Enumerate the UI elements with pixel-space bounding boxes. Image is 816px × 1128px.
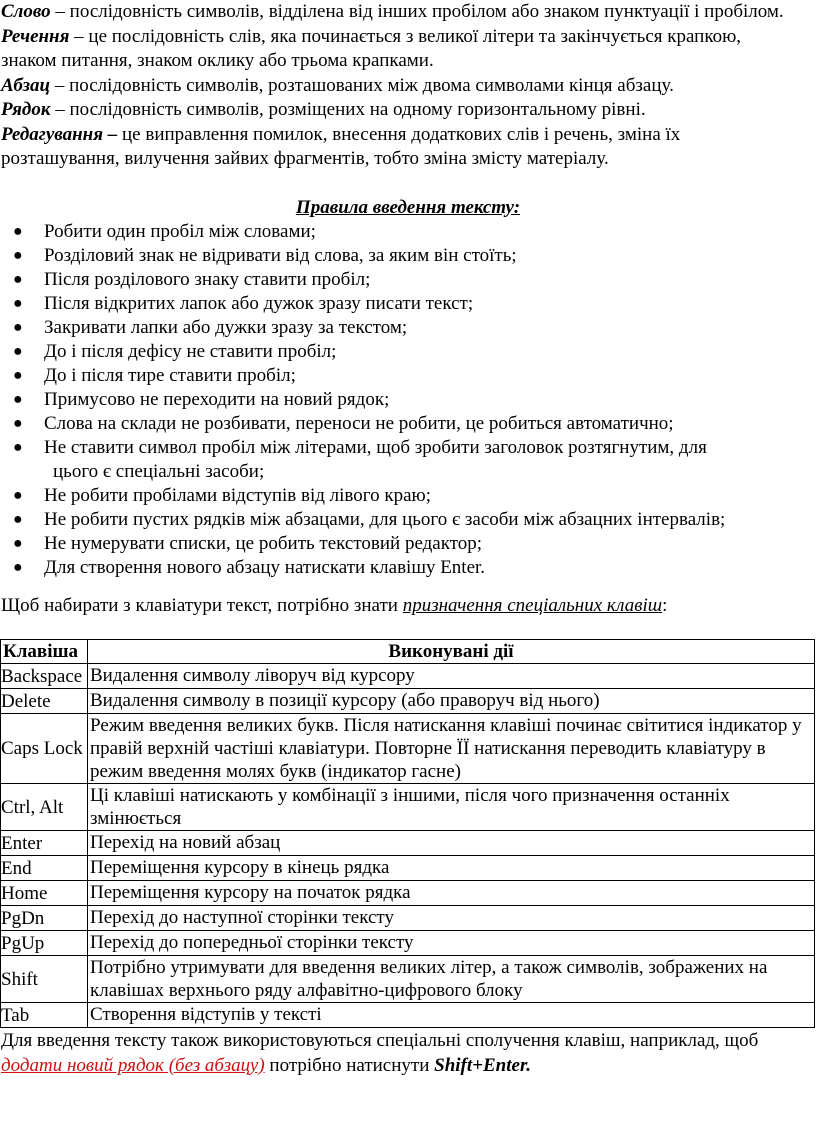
rule-text: Для створення нового абзацу натискати клавішу Enter. bbox=[44, 556, 486, 578]
key-name-cell: PgUp bbox=[1, 930, 88, 955]
table-row bbox=[1, 783, 815, 830]
intro-text: Щоб набирати з клавіатури текст, потрібно знати bbox=[1, 594, 403, 616]
bullet-icon: ● bbox=[13, 534, 23, 552]
term: Рядок bbox=[1, 99, 51, 120]
rule-text: Розділовий знак не відривати від слова, за яким він стоїть; bbox=[44, 244, 517, 266]
bullet-icon: ● bbox=[13, 222, 23, 240]
bullet-icon: ● bbox=[13, 390, 23, 408]
key-name-cell: Ctrl, Alt bbox=[1, 783, 88, 830]
rule-item bbox=[0, 508, 816, 532]
special-keys-table bbox=[0, 639, 815, 1028]
key-action-cell: Перехід на новий абзац bbox=[88, 830, 815, 855]
bullet-icon: ● bbox=[13, 510, 23, 528]
rule-item bbox=[0, 556, 816, 580]
key-name-cell: Tab bbox=[1, 1002, 88, 1027]
definition-text: це послідовність слів, яка починається з великої літери та закінчується крапкою, знаком питання, знаком оклику або трьома крапками. bbox=[1, 25, 742, 71]
footer-paragraph bbox=[0, 1028, 816, 1078]
rule-text: Слова на склади не розбивати, переноси не робити, це робиться автоматично; bbox=[44, 412, 674, 434]
key-action-cell: Видалення символу ліворуч від курсору bbox=[88, 663, 815, 688]
intro-emphasis: призначення спеціальних клавіш bbox=[402, 594, 663, 616]
term: Абзац bbox=[1, 74, 51, 96]
definition-text: послідовність символів, розміщених на одному горизонтальному рівні. bbox=[69, 99, 646, 120]
keys-intro bbox=[0, 594, 816, 618]
rule-text: Після розділового знаку ставити пробіл; bbox=[44, 268, 371, 290]
term: Слово bbox=[1, 1, 51, 22]
header-key: Клавіша bbox=[1, 639, 88, 663]
bullet-icon: ● bbox=[13, 486, 23, 504]
intro-colon: : bbox=[662, 594, 668, 616]
rule-item bbox=[0, 340, 816, 364]
bullet-icon: ● bbox=[13, 366, 23, 384]
term-separator: – bbox=[50, 1, 70, 22]
term-separator: – bbox=[69, 25, 89, 47]
shift-enter-combo: Shift+Enter. bbox=[434, 1054, 532, 1076]
table-row bbox=[1, 880, 815, 905]
table-row bbox=[1, 663, 815, 688]
rule-item bbox=[0, 388, 816, 412]
term-separator: – bbox=[50, 74, 70, 96]
rule-text: Примусово не переходити на новий рядок; bbox=[44, 388, 390, 410]
key-name-cell: Backspace bbox=[1, 663, 88, 688]
key-name-cell: Delete bbox=[1, 688, 88, 713]
table-header-row bbox=[1, 639, 815, 663]
rule-item bbox=[0, 436, 816, 484]
rule-item bbox=[0, 316, 816, 340]
definition-text: послідовність символів, відділена від інших пробілом або знаком пунктуації і пробілом. bbox=[69, 1, 784, 22]
rules-heading: Правила введення тексту: bbox=[295, 196, 521, 218]
key-action-cell: Перехід до попередньої сторінки тексту bbox=[88, 930, 815, 955]
definition-text: послідовність символів, розташованих між двома символами кінця абзацу. bbox=[69, 74, 674, 96]
bullet-icon: ● bbox=[13, 558, 23, 576]
bullet-icon: ● bbox=[13, 342, 23, 360]
rule-text: Не нумерувати списки, це робить текстовий редактор; bbox=[44, 532, 483, 554]
rule-text: Не ставити символ пробіл між літерами, щоб зробити заголовок розтягнутим, для bbox=[44, 436, 707, 458]
rules-list bbox=[0, 220, 816, 580]
key-name-cell: Home bbox=[1, 880, 88, 905]
bullet-icon: ● bbox=[13, 246, 23, 264]
bullet-icon: ● bbox=[13, 438, 23, 456]
key-name-cell: PgDn bbox=[1, 905, 88, 930]
key-action-cell: Видалення символу в позиції курсору (або праворуч від нього) bbox=[88, 688, 815, 713]
rule-item bbox=[0, 412, 816, 436]
table-body bbox=[1, 663, 815, 1027]
key-action-cell: Створення відступів у тексті bbox=[88, 1002, 815, 1027]
definition-text: це виправлення помилок, внесення додаткових слів і речень, зміна їх розташування, вилучення зайвих фрагментів, тобто зміна змісту матеріалу. bbox=[1, 123, 681, 169]
rule-item bbox=[0, 364, 816, 388]
rule-text: Робити один пробіл між словами; bbox=[44, 220, 316, 242]
definition-word bbox=[1, 0, 801, 25]
key-name-cell: Enter bbox=[1, 830, 88, 855]
rule-item bbox=[0, 220, 816, 244]
key-name-cell: End bbox=[1, 855, 88, 880]
term-separator: – bbox=[50, 99, 70, 120]
new-line-link[interactable]: додати новий рядок (без абзацу) bbox=[1, 1054, 265, 1076]
table-row bbox=[1, 905, 815, 930]
definitions-block bbox=[0, 0, 801, 172]
definition-paragraph bbox=[1, 74, 801, 99]
key-action-cell: Ці клавіші натискають у комбінації з іншими, після чого призначення останніх змінюється bbox=[88, 783, 815, 830]
header-action: Виконувані дії bbox=[88, 639, 815, 663]
rule-text: Закривати лапки або дужки зразу за текстом; bbox=[44, 316, 408, 338]
rule-item bbox=[0, 244, 816, 268]
key-action-cell: Переміщення курсору в кінець рядка bbox=[88, 855, 815, 880]
key-action-cell: Режим введення великих букв. Після натискання клавіші починає світитися індикатор у правій верхній частіші клавіатури. Повторне ЇЇ натискання переводить клавіатуру в режим введення молях букв (індикатор гасне) bbox=[88, 713, 815, 783]
rule-text: Не робити пробілами відступів від лівого краю; bbox=[44, 484, 431, 506]
rule-item bbox=[0, 532, 816, 556]
key-name-cell: Shift bbox=[1, 955, 88, 1002]
footer-text: Для введення тексту також використовуються спеціальні сполучення клавіш, наприклад, щоб bbox=[1, 1029, 759, 1051]
table-row bbox=[1, 1002, 815, 1027]
rule-text: До і після тире ставити пробіл; bbox=[44, 364, 296, 386]
term: Речення bbox=[1, 25, 70, 47]
key-action-cell: Потрібно утримувати для введення великих літер, а також символів, зображених на клавішах верхнього ряду алфавітно-цифрового блоку bbox=[88, 955, 815, 1002]
definition-sentence bbox=[1, 25, 801, 74]
definition-editing bbox=[1, 123, 801, 172]
rule-item bbox=[0, 484, 816, 508]
rule-item bbox=[0, 292, 816, 316]
bullet-icon: ● bbox=[13, 318, 23, 336]
footer-middle: потрібно натиснути bbox=[264, 1054, 435, 1076]
key-name-cell: Caps Lock bbox=[1, 713, 88, 783]
key-action-cell: Перехід до наступної сторінки тексту bbox=[88, 905, 815, 930]
table-row bbox=[1, 713, 815, 783]
bullet-icon: ● bbox=[13, 294, 23, 312]
rule-text-continuation: цього є спеціальні засоби; bbox=[53, 460, 265, 482]
key-action-cell: Переміщення курсору на початок рядка bbox=[88, 880, 815, 905]
rule-item bbox=[0, 268, 816, 292]
table-row bbox=[1, 930, 815, 955]
table-row bbox=[1, 688, 815, 713]
table-row bbox=[1, 830, 815, 855]
definition-line bbox=[1, 98, 801, 123]
table-row bbox=[1, 955, 815, 1002]
bullet-icon: ● bbox=[13, 270, 23, 288]
bullet-icon: ● bbox=[13, 414, 23, 432]
term: Редагування – bbox=[1, 123, 118, 145]
table-row bbox=[1, 855, 815, 880]
rule-text: Після відкритих лапок або дужок зразу писати текст; bbox=[44, 292, 474, 314]
rule-text: До і після дефісу не ставити пробіл; bbox=[44, 340, 337, 362]
rule-text: Не робити пустих рядків між абзацами, для цього є засоби між абзацних інтервалів; bbox=[44, 508, 726, 530]
